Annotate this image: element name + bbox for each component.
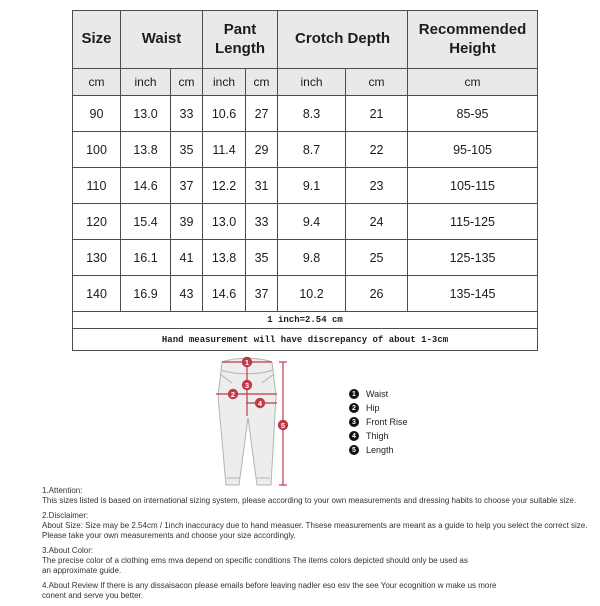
pants-diagram: [213, 354, 297, 494]
size-cell: 9.8: [278, 240, 346, 276]
unit-cell: cm: [408, 69, 538, 96]
size-cell: 16.1: [121, 240, 171, 276]
note-line: Please take your own measurements and choose your size accordingly.: [42, 531, 296, 540]
legend-label: Hip: [366, 403, 380, 413]
size-cell: 22: [346, 132, 408, 168]
col-header-crotch-depth: Crotch Depth: [278, 11, 408, 69]
size-cell: 10.2: [278, 276, 346, 312]
unit-cell: cm: [73, 69, 121, 96]
size-cell: 9.4: [278, 204, 346, 240]
size-cell: 15.4: [121, 204, 171, 240]
size-cell: 24: [346, 204, 408, 240]
footnote-row: [73, 312, 538, 329]
legend-item: [349, 443, 408, 457]
size-cell: 13.0: [203, 204, 246, 240]
size-cell: 35: [246, 240, 278, 276]
note-line: an approximate guide.: [42, 566, 122, 575]
legend-number-badge: 5: [349, 445, 359, 455]
size-row: [73, 276, 538, 312]
legend-label: Length: [366, 445, 394, 455]
unit-row: [73, 69, 538, 96]
size-cell: 105-115: [408, 168, 538, 204]
svg-text:2: 2: [230, 389, 236, 399]
col-header-size: Size: [73, 11, 121, 69]
col-header-pant-length: Pant Length: [203, 11, 278, 69]
size-cell: 26: [346, 276, 408, 312]
header-row: [73, 11, 538, 69]
notes-section: [42, 486, 599, 606]
size-cell: 14.6: [121, 168, 171, 204]
size-cell: 9.1: [278, 168, 346, 204]
size-cell: 10.6: [203, 96, 246, 132]
size-cell: 125-135: [408, 240, 538, 276]
size-cell: 37: [246, 276, 278, 312]
size-cell: 21: [346, 96, 408, 132]
col-header-waist: Waist: [121, 11, 203, 69]
legend-number-badge: 1: [349, 389, 359, 399]
note-line: This sizes listed is based on international sizing system, please according to your own measurements and dressing habits to choose your suitable size.: [42, 496, 577, 505]
size-row: [73, 168, 538, 204]
size-cell: 120: [73, 204, 121, 240]
legend-label: Waist: [366, 389, 389, 399]
unit-cell: inch: [121, 69, 171, 96]
size-row: [73, 132, 538, 168]
svg-text:1: 1: [244, 357, 250, 367]
legend-item: [349, 415, 408, 429]
col-header-recommended-height: Recommended Height: [408, 11, 538, 69]
size-cell: 11.4: [203, 132, 246, 168]
unit-cell: inch: [203, 69, 246, 96]
note-paragraph: [42, 546, 599, 576]
size-cell: 33: [246, 204, 278, 240]
size-cell: 39: [171, 204, 203, 240]
size-cell: 43: [171, 276, 203, 312]
unit-cell: cm: [171, 69, 203, 96]
note-line: conent and serve you better.: [42, 591, 143, 600]
unit-cell: cm: [246, 69, 278, 96]
size-cell: 29: [246, 132, 278, 168]
legend-item: [349, 387, 408, 401]
size-cell: 8.3: [278, 96, 346, 132]
size-cell: 115-125: [408, 204, 538, 240]
svg-text:4: 4: [257, 398, 263, 408]
legend-label: Thigh: [366, 431, 389, 441]
size-cell: 37: [171, 168, 203, 204]
size-chart-table: [72, 10, 538, 351]
note-paragraph: [42, 486, 599, 506]
size-cell: 13.8: [121, 132, 171, 168]
size-cell: 140: [73, 276, 121, 312]
size-cell: 135-145: [408, 276, 538, 312]
size-cell: 90: [73, 96, 121, 132]
size-cell: 27: [246, 96, 278, 132]
note-line: 4.About Review If there is any dissaisacon please emails before leaving nadler eso esv the see Your ecognition w make us more: [42, 581, 497, 590]
legend-number-badge: 3: [349, 417, 359, 427]
note-line: 3.About Color:: [42, 546, 94, 555]
size-cell: 33: [171, 96, 203, 132]
unit-cell: cm: [346, 69, 408, 96]
legend-item: [349, 429, 408, 443]
size-cell: 14.6: [203, 276, 246, 312]
size-cell: 25: [346, 240, 408, 276]
size-cell: 110: [73, 168, 121, 204]
note-line: 1.Attention:: [42, 486, 83, 495]
legend-number-badge: 2: [349, 403, 359, 413]
legend-number-badge: 4: [349, 431, 359, 441]
size-cell: 23: [346, 168, 408, 204]
size-cell: 35: [171, 132, 203, 168]
size-row: [73, 96, 538, 132]
size-row: [73, 240, 538, 276]
size-cell: 130: [73, 240, 121, 276]
unit-cell: inch: [278, 69, 346, 96]
svg-text:5: 5: [280, 420, 286, 430]
size-cell: 41: [171, 240, 203, 276]
size-cell: 13.0: [121, 96, 171, 132]
size-row: [73, 204, 538, 240]
note-line: The precise color of a clothing ems mva depend on specific conditions The items colors depicted should only be used as: [42, 556, 468, 565]
size-cell: 31: [246, 168, 278, 204]
footnote-conversion: 1 inch=2.54 cm: [73, 312, 538, 329]
note-line: About Size: Size may be 2.54cm / 1inch inaccuracy due to hand measuer. Thsese measurements are meant as a guide to help you select the correct size.: [42, 521, 588, 530]
legend-item: [349, 401, 408, 415]
note-paragraph: [42, 511, 599, 541]
footnote-row: [73, 329, 538, 351]
size-cell: 13.8: [203, 240, 246, 276]
size-cell: 95-105: [408, 132, 538, 168]
measurement-legend: [349, 387, 408, 457]
size-cell: 85-95: [408, 96, 538, 132]
size-cell: 12.2: [203, 168, 246, 204]
size-cell: 100: [73, 132, 121, 168]
size-cell: 16.9: [121, 276, 171, 312]
legend-label: Front Rise: [366, 417, 408, 427]
svg-text:3: 3: [244, 380, 250, 390]
size-cell: 8.7: [278, 132, 346, 168]
note-paragraph: [42, 581, 599, 601]
note-line: 2.Disclaimer:: [42, 511, 89, 520]
footnote-discrepancy: Hand measurement will have discrepancy of about 1-3cm: [73, 329, 538, 351]
